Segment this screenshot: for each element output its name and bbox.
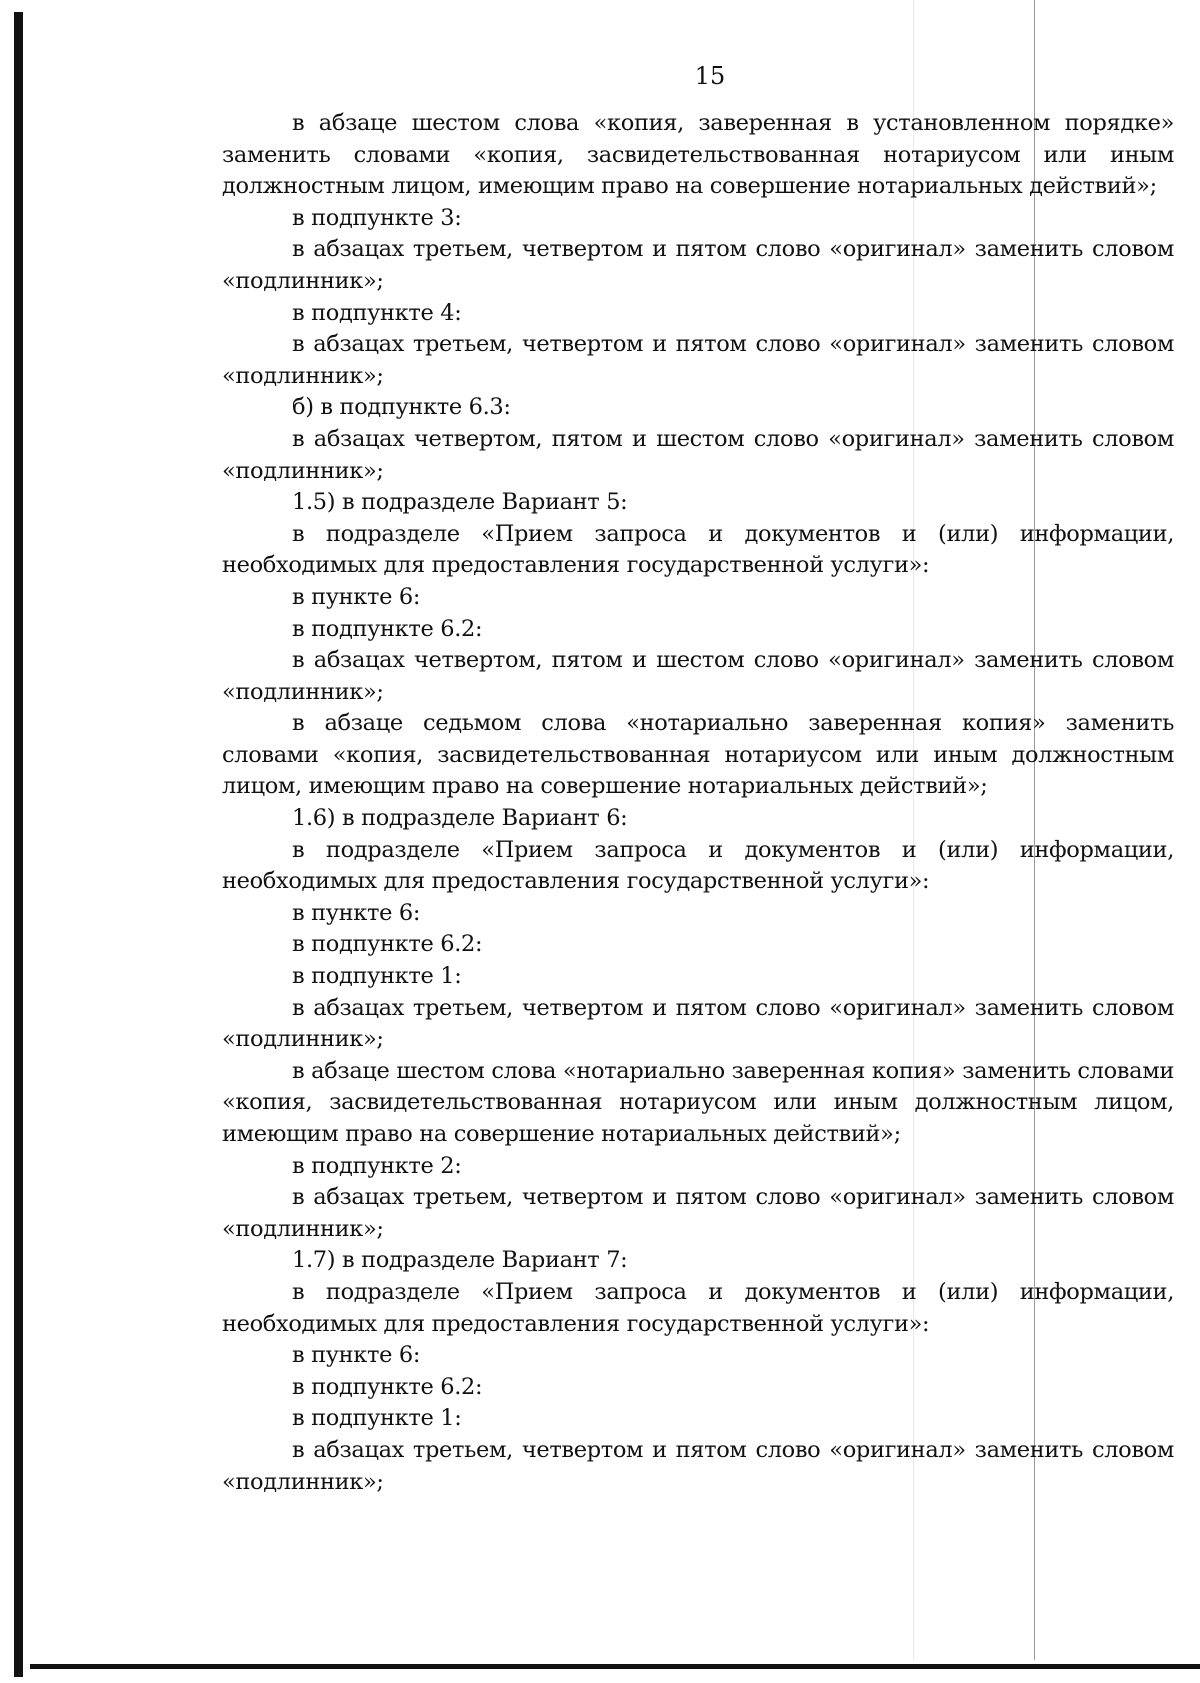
paragraph: 1.7) в подразделе Вариант 7: xyxy=(292,1247,628,1274)
paragraph: в подразделе «Прием запроса и документов и (или) информации, необходимых для предоставления государственной услуги»: xyxy=(222,1278,1174,1337)
paragraph: в абзацах четвертом, пятом и шестом слово «оригинал» заменить словом «подлинник»; xyxy=(222,425,1174,484)
paragraph: в абзацах четвертом, пятом и шестом слово «оригинал» заменить словом «подлинник»; xyxy=(222,647,1174,705)
paragraph: в подпункте 2: xyxy=(292,1152,462,1179)
paragraph: в подпункте 1: xyxy=(292,1405,462,1432)
paragraph: в подпункте 3: xyxy=(292,204,462,231)
paragraph: б) в подпункте 6.3: xyxy=(292,394,511,421)
paragraph: в подпункте 1: xyxy=(292,963,462,990)
paragraph: в подразделе «Прием запроса и документов и (или) информации, необходимых для предоставления государственной услуги»: xyxy=(222,520,1174,579)
paragraph: в абзаце шестом слова «нотариально заверенная копия» заменить словами «копия, засвидетельствованная нотариусом или иным должностным лицом, имеющим право на совершение нотариальных действий»; xyxy=(222,1057,1174,1147)
paragraph: в абзацах третьем, четвертом и пятом слово «оригинал» заменить словом «подлинник»; xyxy=(222,1436,1174,1495)
scan-bottom-edge-bar xyxy=(30,1664,1200,1669)
paragraph: в пункте 6: xyxy=(292,899,421,926)
paragraph: в пункте 6: xyxy=(292,583,421,610)
paragraph: в подпункте 6.2: xyxy=(292,1373,483,1400)
scan-left-edge-bar xyxy=(14,12,23,1677)
paragraph: в подпункте 4: xyxy=(292,299,462,326)
paragraph: в абзаце седьмом слова «нотариально заверенная копия» заменить словами «копия, засвидетельствованная нотариусом или иным должностным лицом, имеющим право на совершение нотариальных действий»; xyxy=(222,710,1174,800)
page-number: 15 xyxy=(694,62,726,90)
paragraph: в абзацах третьем, четвертом и пятом слово «оригинал» заменить словом «подлинник»; xyxy=(222,994,1174,1053)
paragraph: в абзацах третьем, четвертом и пятом слово «оригинал» заменить словом «подлинник»; xyxy=(222,236,1174,294)
paragraph: в подпункте 6.2: xyxy=(292,615,483,642)
paragraph: в абзацах третьем, четвертом и пятом слово «оригинал» заменить словом «подлинник»; xyxy=(222,331,1174,389)
paragraph: в абзаце шестом слова «копия, заверенная в установленном порядке» заменить словами «копия, засвидетельствованная нотариусом или иным должностным лицом, имеющим право на совершение нотариальных действий»; xyxy=(222,110,1174,200)
paragraph: в подразделе «Прием запроса и документов и (или) информации, необходимых для предоставления государственной услуги»: xyxy=(222,836,1174,895)
document-body xyxy=(222,108,1174,1498)
paragraph: 1.5) в подразделе Вариант 5: xyxy=(292,489,628,516)
paragraph: в подпункте 6.2: xyxy=(292,931,483,958)
paragraph: в абзацах третьем, четвертом и пятом слово «оригинал» заменить словом «подлинник»; xyxy=(222,1184,1174,1242)
paragraph: в пункте 6: xyxy=(292,1342,421,1369)
paragraph: 1.6) в подразделе Вариант 6: xyxy=(292,805,628,832)
